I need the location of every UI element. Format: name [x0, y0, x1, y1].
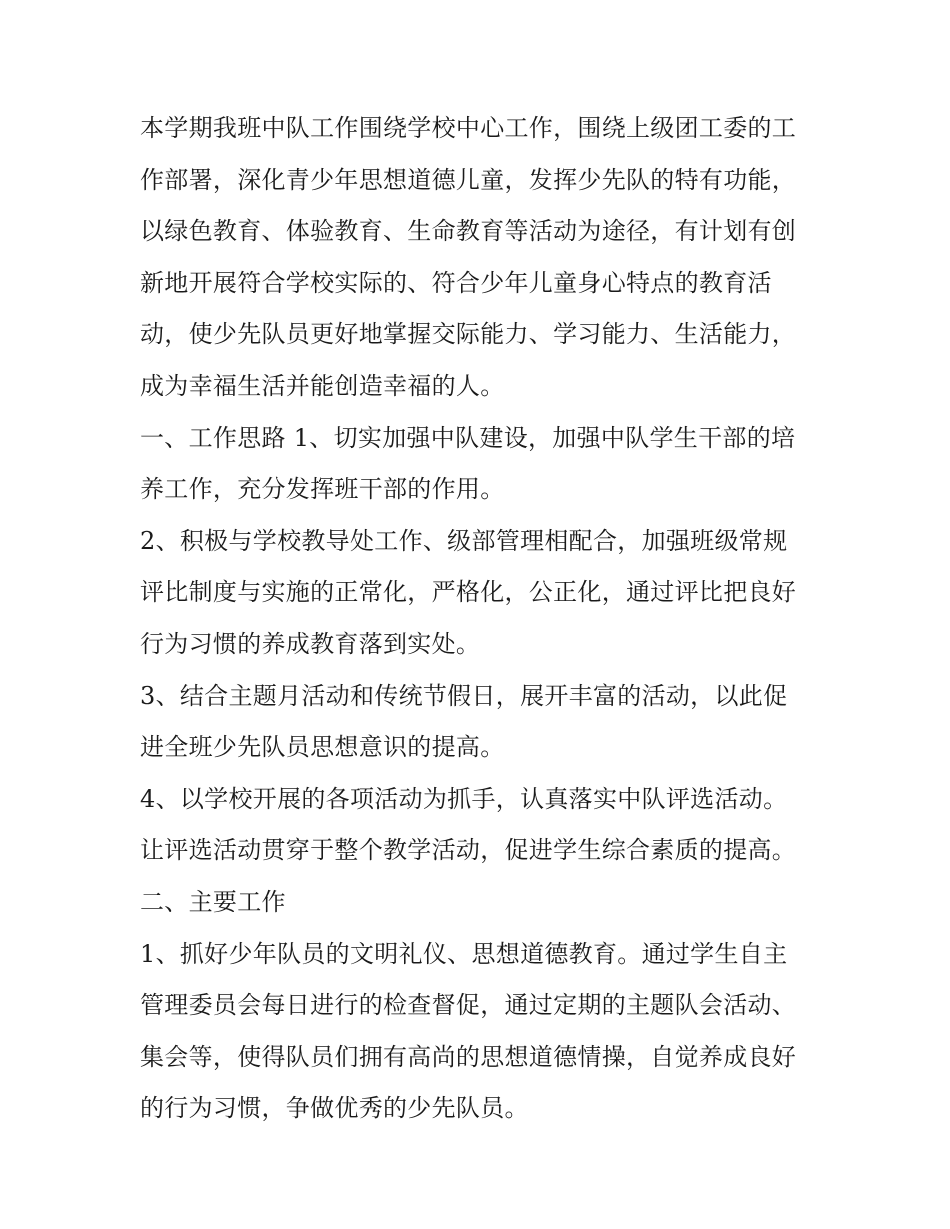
text-line: 集会等，使得队员们拥有高尚的思想道德情操，自觉养成良好	[140, 1042, 797, 1071]
intro-paragraph	[140, 103, 815, 413]
text-line: 一、工作思路 1、切实加强中队建设，加强中队学生干部的培	[140, 423, 796, 452]
text-line: 管理委员会每日进行的检查督促，通过定期的主题队会活动、	[140, 991, 797, 1020]
document-body	[140, 103, 815, 1135]
main-work-heading	[140, 877, 815, 929]
text-line: 养工作，充分发挥班干部的作用。	[140, 475, 505, 504]
text-line: 3、结合主题月活动和传统节假日，展开丰富的活动，以此促	[140, 681, 788, 710]
text-line: 2、积极与学校教导处工作、级部管理相配合，加强班级常规	[140, 526, 788, 555]
text-line: 4、以学校开展的各项活动为抓手，认真落实中队评选活动。	[140, 784, 788, 813]
main-work-item-1-paragraph	[140, 929, 815, 1135]
section-heading: 二、主要工作	[140, 887, 286, 916]
text-line: 进全班少先队员思想意识的提高。	[140, 733, 505, 762]
work-ideas-paragraph	[140, 413, 815, 516]
text-line: 评比制度与实施的正常化，严格化，公正化，通过评比把良好	[140, 578, 797, 607]
text-line: 1、抓好少年队员的文明礼仪、思想道德教育。通过学生自主	[140, 939, 788, 968]
text-line: 本学期我班中队工作围绕学校中心工作，围绕上级团工委的工	[140, 114, 797, 142]
text-line: 的行为习惯，争做优秀的少先队员。	[140, 1094, 529, 1123]
item-2-paragraph	[140, 516, 815, 671]
text-line: 让评选活动贯穿于整个教学活动，促进学生综合素质的提高。	[140, 836, 797, 865]
text-line: 成为幸福生活并能创造幸福的人。	[140, 371, 505, 400]
item-4-paragraph	[140, 774, 815, 877]
item-3-paragraph	[140, 671, 815, 774]
text-line: 新地开展符合学校实际的、符合少年儿童身心特点的教育活	[140, 268, 772, 297]
text-line: 以绿色教育、体验教育、生命教育等活动为途径，有计划有创	[140, 217, 797, 246]
text-line: 动，使少先队员更好地掌握交际能力、学习能力、生活能力，	[140, 320, 797, 349]
text-line: 行为习惯的养成教育落到实处。	[140, 629, 481, 658]
text-line: 作部署，深化青少年思想道德儿童，发挥少先队的特有功能，	[140, 165, 797, 194]
